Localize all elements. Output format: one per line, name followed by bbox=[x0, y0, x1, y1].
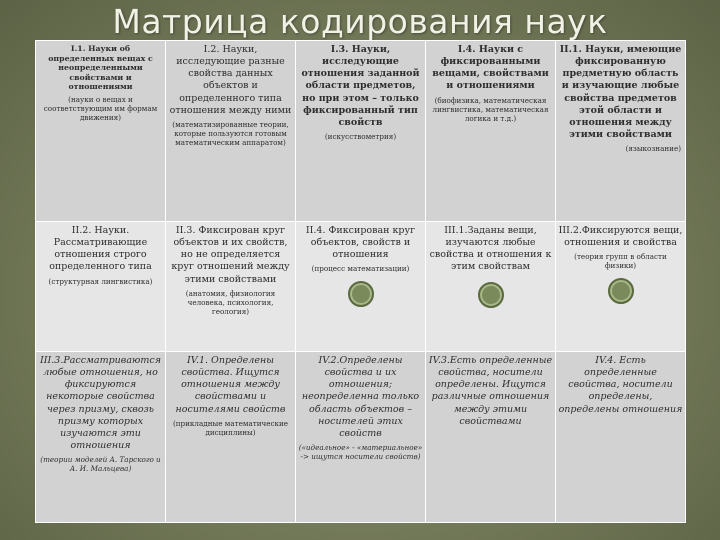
cell-main-text: II.2. Науки. Рассматривающие отношения строго определенного типа bbox=[49, 225, 152, 273]
green-circle-icon bbox=[608, 278, 634, 304]
cell-example-text: (биофизика, математическая лингвистика, математическая логика и т.д.) bbox=[432, 95, 549, 123]
cell-I-1 bbox=[36, 41, 166, 222]
matrix-row-3 bbox=[36, 352, 686, 523]
cell-main-text: II.4. Фиксирован круг объектов, свойств и отношения bbox=[305, 225, 416, 261]
cell-main-text: III.1.Заданы вещи, изучаются любые свойства и отношения к этим свойствам bbox=[429, 225, 552, 273]
coding-matrix-table bbox=[35, 40, 686, 523]
cell-example-text: («идеальное» - «материальное» -> ищутся носители свойств) bbox=[298, 443, 423, 462]
cell-main-text: I.4. Науки с фиксированными вещами, свойствами и отношениями bbox=[432, 44, 549, 92]
cell-example-text: (науки о вещах и соответствующим им формам движения) bbox=[43, 94, 158, 122]
cell-main-text: II.3. Фиксирован круг объектов и их свойств, но не определяется круг отношений между этими свойствами bbox=[171, 225, 290, 285]
cell-example-text: (структурная лингвистика) bbox=[48, 276, 153, 286]
cell-main-text: I.3. Науки, исследующие отношения заданной области предметов, но при этом – только фиксированный тип свойств bbox=[301, 44, 420, 128]
cell-main-text: II.1. Науки, имеющие фиксированную предметную область и изучающие любые свойства предметов этой области и отношения между этими свойствами bbox=[559, 44, 682, 141]
matrix-row-1 bbox=[36, 41, 686, 222]
cell-I-4 bbox=[426, 41, 556, 222]
cell-main-text: IV.1. Определены свойства. Ищутся отношения между свойствами и носителями свойств bbox=[175, 355, 286, 415]
cell-main-text: III.3.Рассматриваются любые отношения, но фиксируются некоторые свойства через призму, сквозь призму которых изучаются эти отношения bbox=[40, 355, 161, 452]
green-circle-icon bbox=[348, 281, 374, 307]
cell-example-text: (процесс математизации) bbox=[311, 264, 410, 274]
cell-main-text: III.2.Фиксируются вещи, отношения и свойства bbox=[558, 225, 683, 249]
cell-main-text: I.2. Науки, исследующие разные свойства данных объектов и определенного типа отношения между ними bbox=[169, 44, 292, 116]
cell-example-text: (теория групп в области физики) bbox=[574, 252, 667, 271]
matrix-row-2 bbox=[36, 222, 686, 352]
cell-II-2 bbox=[36, 222, 166, 352]
cell-III-1 bbox=[426, 222, 556, 352]
green-circle-icon bbox=[478, 282, 504, 308]
cell-example-text: (анатомия, физиология человека, психология, геология) bbox=[185, 288, 276, 316]
cell-II-4 bbox=[296, 222, 426, 352]
cell-IV-2 bbox=[296, 352, 426, 523]
cell-I-3 bbox=[296, 41, 426, 222]
cell-main-text: IV.3.Есть определенные свойства, носители определены. Ищутся различные отношения между этими свойствами bbox=[428, 355, 553, 427]
cell-IV-4 bbox=[556, 352, 686, 523]
cell-I-2 bbox=[166, 41, 296, 222]
cell-III-3 bbox=[36, 352, 166, 523]
cell-example-text: (языкознание) bbox=[625, 144, 681, 154]
cell-main-text: IV.2.Определены свойства и их отношения; неопределенна только область объектов – носителей этих свойств bbox=[301, 355, 420, 439]
cell-example-text: (математизированные теории, которые пользуются готовым математическим аппаратом) bbox=[172, 119, 289, 147]
cell-example-text: (теории моделей А. Тарского и А. И. Мальцева) bbox=[40, 455, 161, 474]
cell-IV-3 bbox=[426, 352, 556, 523]
cell-II-3 bbox=[166, 222, 296, 352]
cell-IV-1 bbox=[166, 352, 296, 523]
page-title: Матрица кодирования наук bbox=[112, 2, 608, 41]
cell-II-1 bbox=[556, 41, 686, 222]
cell-example-text: (искусствометрия) bbox=[324, 132, 397, 142]
cell-main-text: I.1. Науки об определенных вещах с неопределенными свойствами и отношениями bbox=[48, 44, 153, 91]
cell-III-2 bbox=[556, 222, 686, 352]
cell-main-text: IV.4. Есть определенные свойства, носители определены, определены отношения bbox=[558, 355, 683, 415]
cell-example-text: (прикладные математические дисциплины) bbox=[172, 418, 289, 437]
